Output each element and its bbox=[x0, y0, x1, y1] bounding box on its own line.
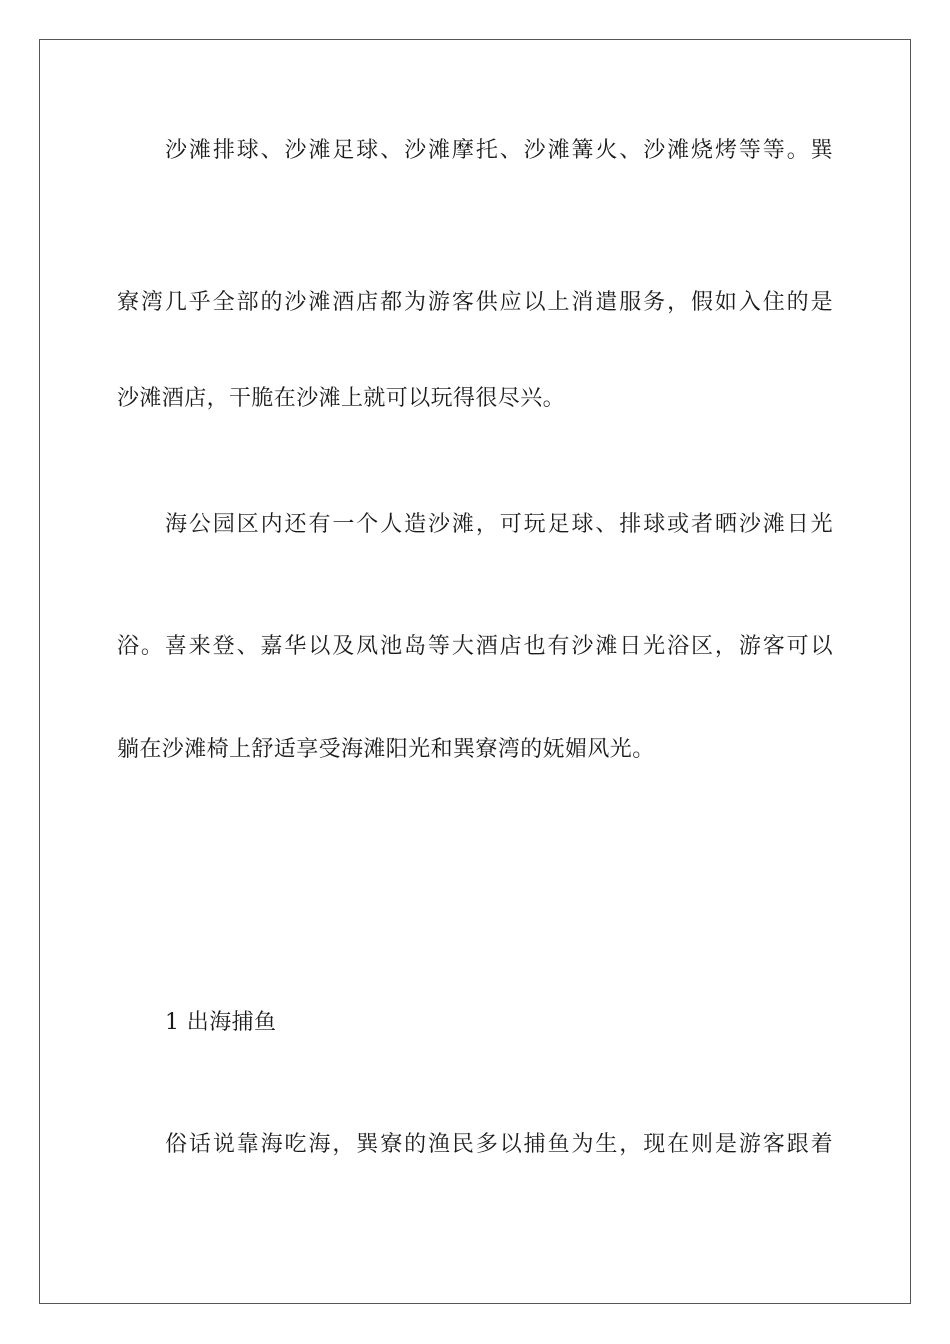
paragraph-3-line-1: 俗话说靠海吃海，巽寮的渔民多以捕鱼为生，现在则是游客跟着 bbox=[165, 1132, 833, 1157]
paragraph-2-line-2: 浴。喜来登、嘉华以及凤池岛等大酒店也有沙滩日光浴区，游客可以 bbox=[117, 634, 833, 659]
paragraph-1-line-3: 沙滩酒店，干脆在沙滩上就可以玩得很尽兴。 bbox=[117, 386, 566, 411]
page-frame bbox=[39, 39, 911, 1304]
paragraph-2-line-1: 海公园区内还有一个人造沙滩，可玩足球、排球或者晒沙滩日光 bbox=[165, 512, 833, 537]
section-heading: 1 出海捕鱼 bbox=[165, 1010, 277, 1035]
paragraph-1-line-1: 沙滩排球、沙滩足球、沙滩摩托、沙滩篝火、沙滩烧烤等等。巽 bbox=[165, 138, 833, 163]
paragraph-1-line-2: 寮湾几乎全部的沙滩酒店都为游客供应以上消遣服务，假如入住的是 bbox=[117, 290, 833, 315]
paragraph-2-line-3: 躺在沙滩椅上舒适享受海滩阳光和巽寮湾的妩媚风光。 bbox=[117, 737, 655, 762]
